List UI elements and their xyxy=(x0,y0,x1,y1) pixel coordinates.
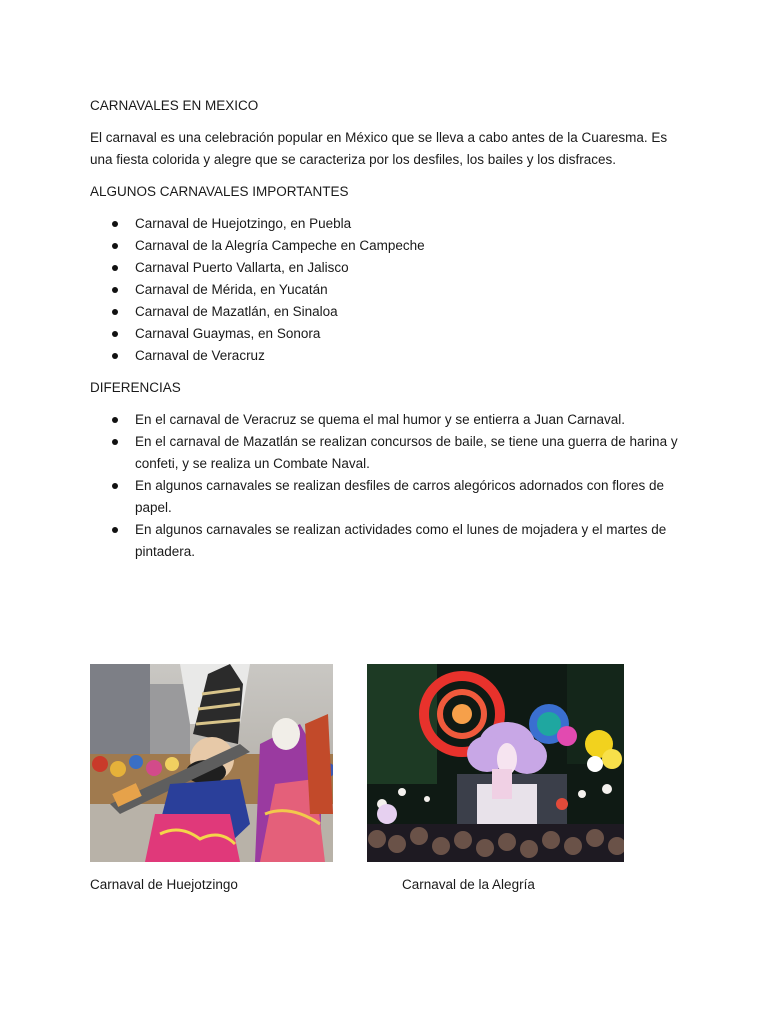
caption-alegria: Carnaval de la Alegría xyxy=(402,877,535,892)
list-item: Carnaval de Mérida, en Yucatán xyxy=(90,279,680,301)
list-item: Carnaval de Huejotzingo, en Puebla xyxy=(90,213,680,235)
bullet-icon xyxy=(112,221,118,227)
bullet-icon xyxy=(112,417,118,423)
list-item: En algunos carnavales se realizan actividades como el lunes de mojadera y el martes de pintadera. xyxy=(90,519,680,563)
differences-list xyxy=(90,409,680,563)
list-item: Carnaval de Veracruz xyxy=(90,345,680,367)
list-item: Carnaval Puerto Vallarta, en Jalisco xyxy=(90,257,680,279)
list-item: Carnaval de Mazatlán, en Sinaloa xyxy=(90,301,680,323)
bullet-icon xyxy=(112,309,118,315)
intro-paragraph: El carnaval es una celebración popular en México que se lleva a cabo antes de la Cuaresma. Es una fiesta colorida y alegre que se caracteriza por los desfiles, los bailes y los disfraces. xyxy=(90,130,668,167)
bullet-icon xyxy=(112,265,118,271)
bullet-icon xyxy=(112,331,118,337)
caption-huejotzingo: Carnaval de Huejotzingo xyxy=(90,877,238,892)
document-body xyxy=(90,95,680,573)
bullet-icon xyxy=(112,243,118,249)
list-item: En el carnaval de Mazatlán se realizan concursos de baile, se tiene una guerra de harina y confeti, y se realiza un Combate Naval. xyxy=(90,431,680,475)
bullet-icon xyxy=(112,287,118,293)
bullet-icon xyxy=(112,483,118,489)
document-title: CARNAVALES EN MEXICO xyxy=(90,98,259,113)
list-item: Carnaval de la Alegría Campeche en Campeche xyxy=(90,235,680,257)
bullet-icon xyxy=(112,439,118,445)
list-item: En el carnaval de Veracruz se quema el mal humor y se entierra a Juan Carnaval. xyxy=(90,409,680,431)
list-item: Carnaval Guaymas, en Sonora xyxy=(90,323,680,345)
list-item: En algunos carnavales se realizan desfiles de carros alegóricos adornados con flores de papel. xyxy=(90,475,680,519)
section-heading-differences: DIFERENCIAS xyxy=(90,380,181,395)
section-heading-important: ALGUNOS CARNAVALES IMPORTANTES xyxy=(90,184,349,199)
photo-huejotzingo xyxy=(90,664,333,862)
bullet-icon xyxy=(112,353,118,359)
bullet-icon xyxy=(112,527,118,533)
carnival-list xyxy=(90,213,680,367)
photo-alegria xyxy=(367,664,624,862)
